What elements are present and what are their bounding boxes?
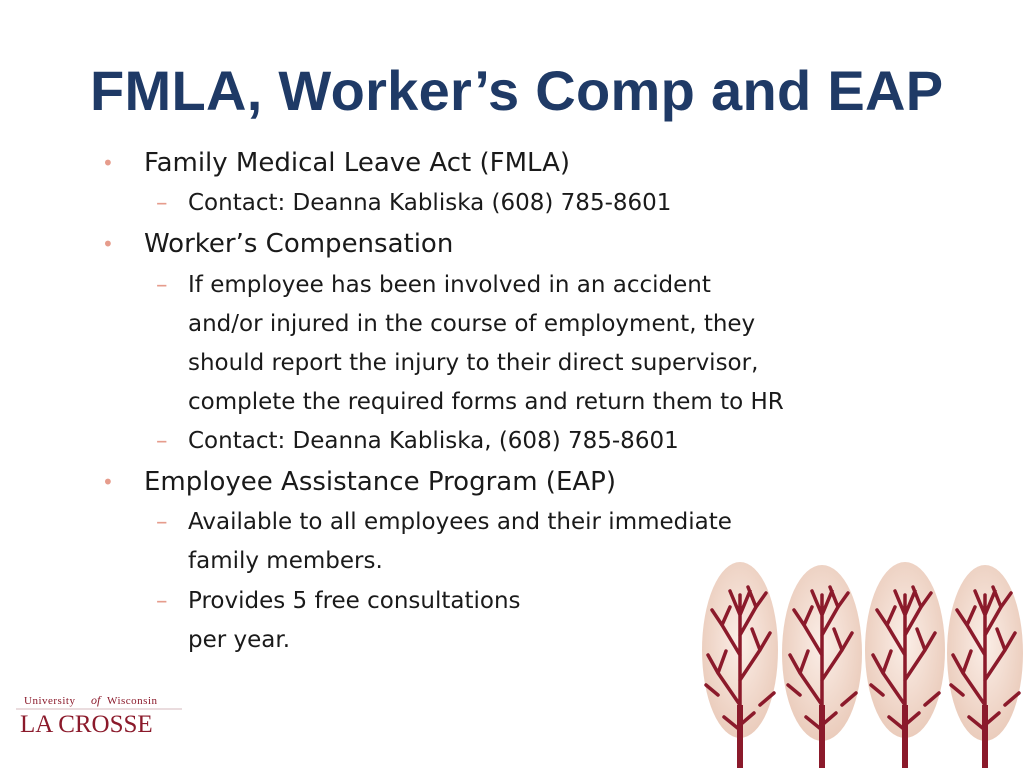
sub-bullet-line: should report the injury to their direct supervisor, [188,350,759,376]
dash-icon: – [156,272,168,298]
dash-icon: – [156,428,168,454]
dash-icon: – [156,509,168,535]
sub-bullet-line: Available to all employees and their immediate [188,509,732,535]
tree-1-icon [702,562,778,768]
tree-2-icon [782,565,862,768]
sub-bullet-line: If employee has been involved in an accident [188,272,711,298]
tree-3-icon [865,562,945,768]
sub-bullet-line: complete the required forms and return them to HR [188,389,784,415]
bullet-dot-icon: • [102,470,114,494]
bullet-text: Employee Assistance Program (EAP) [144,467,616,497]
tree-4-icon [947,565,1023,768]
university-logo [14,690,184,736]
dash-icon: – [156,190,168,216]
bullet-text: Worker’s Compensation [144,229,454,259]
sub-bullet-line: Provides 5 free consultations [188,588,521,614]
decorative-trees [700,555,1024,768]
bullet-dot-icon: • [102,151,114,175]
logo-line1-university: University [24,695,76,707]
slide-title: FMLA, Worker’s Comp and EAP [90,59,944,122]
sub-bullet-line: Contact: Deanna Kabliska, (608) 785-8601 [188,428,679,454]
sub-bullet-line: per year. [188,627,291,653]
bullet-text: Family Medical Leave Act (FMLA) [144,148,571,178]
logo-line2-la-crosse: LA CROSSE [20,711,153,736]
sub-bullet-line: family members. [188,548,383,574]
logo-line1-of: of [91,693,101,707]
dash-icon: – [156,588,168,614]
logo-line1-wisconsin: Wisconsin [107,695,158,707]
sub-bullet-line: and/or injured in the course of employment, they [188,311,756,337]
sub-bullet-line: Contact: Deanna Kabliska (608) 785-8601 [188,190,672,216]
bullet-dot-icon: • [102,232,114,256]
